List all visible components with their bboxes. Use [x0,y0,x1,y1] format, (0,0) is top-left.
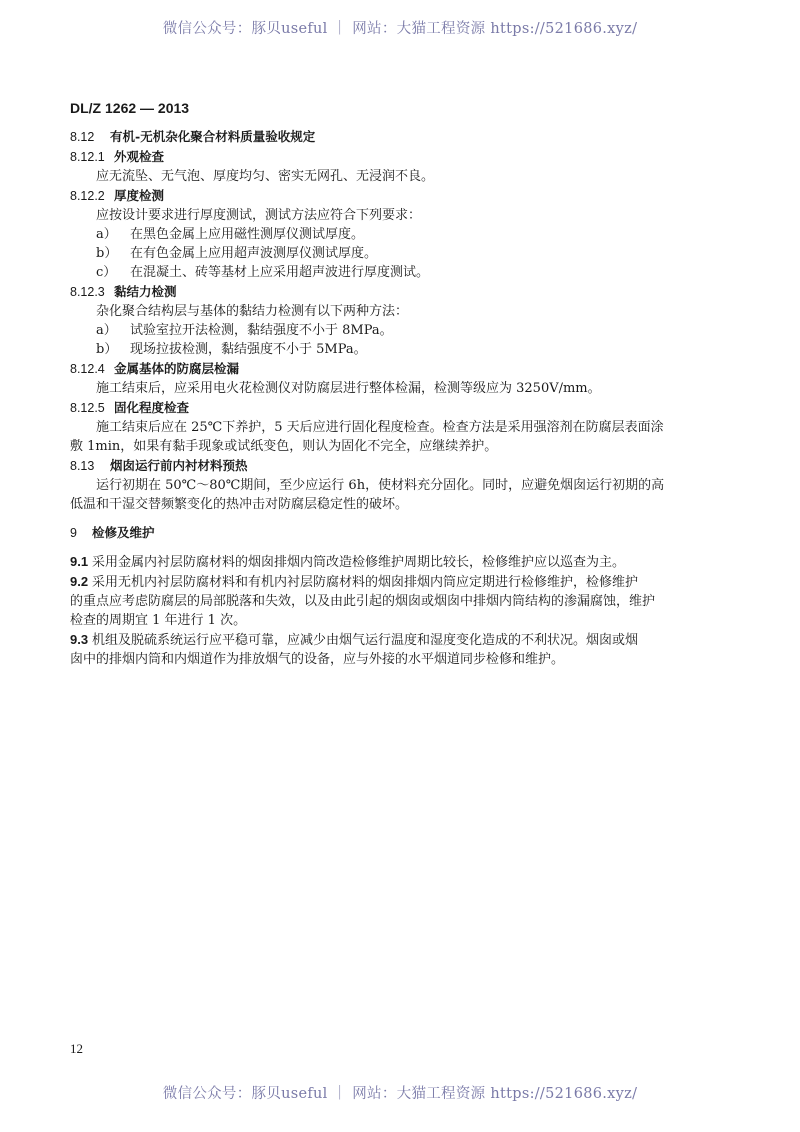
list-item-label: c） [96,265,117,280]
list-item-text: 在混凝土、砖等基材上应采用超声波进行厚度测试。 [130,265,430,280]
section-heading-8-12-5 [70,398,710,418]
list-item-text: 在有色金属上应用超声波测厚仪测试厚度。 [130,246,378,261]
section-heading-8-12-2 [70,186,710,206]
section-title: 固化程度检查 [114,400,190,415]
section-number: 8.12.3 [70,285,105,299]
clause-number: 9.1 [70,554,89,569]
section-number: 8.12.4 [70,362,105,376]
clause-9-2 [70,572,710,592]
clause-number: 9.2 [70,574,89,589]
section-title: 黏结力检测 [114,284,177,299]
list-item-text: 试验室拉开法检测，黏结强度不小于 8MPa。 [130,323,393,338]
paragraph-text: 杂化聚合结构层与基体的黏结力检测有以下两种方法： [96,304,409,319]
paragraph-text: 施工结束后，应采用电火花检测仪对防腐层进行整体检漏，检测等级应为 3250V/mm。 [96,381,601,396]
section-heading-8-12-4 [70,359,710,379]
section-title: 烟囱运行前内衬材料预热 [110,458,248,473]
document-body [70,127,710,669]
clause-text: 机组及脱硫系统运行应平稳可靠，应减少由烟气运行温度和湿度变化造成的不利状况。烟囱或烟 [92,633,639,648]
list-item [70,244,710,263]
list-item [70,340,710,359]
list-item-text: 现场拉拔检测，黏结强度不小于 5MPa。 [130,342,367,357]
section-heading-8-12 [70,127,710,147]
list-item-label: b） [96,246,118,261]
list-item-label: b） [96,342,118,357]
list-item-label: a） [96,323,117,338]
section-heading-8-12-3 [70,282,710,302]
paragraph-text: 应无流坠、无气泡、厚度均匀、密实无网孔、无浸润不良。 [96,169,435,184]
section-title: 检修及维护 [92,525,155,540]
section-title: 外观检查 [114,149,165,164]
clause-text: 采用无机内衬层防腐材料和有机内衬层防腐材料的烟囱排烟内筒应定期进行检修维护，检修维护 [92,575,639,590]
paragraph-text: 施工结束后应在 25℃下养护，5 天后应进行固化程度检查。检查方法是采用强溶剂在防腐层表面涂 [96,420,664,435]
section-number: 8.12.2 [70,189,105,203]
chapter-heading-9 [70,523,710,543]
paragraph-text: 低温和干湿交替频繁变化的热冲击对防腐层稳定性的破坏。 [70,497,409,512]
section-title: 金属基体的防腐层检漏 [114,361,240,376]
paragraph-text: 应按设计要求进行厚度测试，测试方法应符合下列要求： [96,208,422,223]
spacer [70,543,710,552]
clause-text: 采用金属内衬层防腐材料的烟囱排烟内筒改造检修维护周期比较长，检修维护应以巡查为主。 [92,555,626,570]
paragraph-text: 敷 1min，如果有黏手现象或试纸变色，则认为固化不完全，应继续养护。 [70,439,498,454]
section-number: 8.12 [70,130,95,144]
list-item [70,321,710,340]
watermark-bottom: 微信公众号：豚贝useful ｜ 网站：大猫工程资源 https://521686.xyz/ [162,1086,638,1102]
clause-number: 9.3 [70,632,89,647]
section-number: 9 [70,526,77,540]
clause-9-1 [70,552,710,572]
section-number: 8.13 [70,459,95,473]
list-item [70,263,710,282]
list-item-label: a） [96,227,117,242]
paragraph-text: 检查的周期宜 1 年进行 1 次。 [70,613,247,628]
section-number: 8.12.5 [70,401,105,415]
paragraph-text: 的重点应考虑防腐层的局部脱落和失效，以及由此引起的烟囱或烟囱中排烟内筒结构的渗漏腐蚀，维护 [70,594,656,609]
list-item [70,225,710,244]
section-title: 厚度检测 [114,188,165,203]
section-heading-8-12-1 [70,147,710,167]
section-heading-8-13 [70,456,710,476]
clause-9-3 [70,630,710,650]
watermark-top: 微信公众号：豚贝useful ｜ 网站：大猫工程资源 https://521686.xyz/ [162,21,638,37]
paragraph-text: 囱中的排烟内筒和内烟道作为排放烟气的设备，应与外接的水平烟道同步检修和维护。 [70,652,565,667]
list-item-text: 在黑色金属上应用磁性测厚仪测试厚度。 [130,227,365,242]
section-number: 8.12.1 [70,150,105,164]
page-number: 12 [70,1041,83,1056]
document-code: DL/Z 1262 — 2013 [70,100,190,116]
paragraph-text: 运行初期在 50℃～80℃期间，至少应运行 6h，使材料充分固化。同时，应避免烟囱运行初期的高 [96,478,665,493]
spacer [70,514,710,523]
section-title: 有机-无机杂化聚合材料质量验收规定 [110,129,316,144]
